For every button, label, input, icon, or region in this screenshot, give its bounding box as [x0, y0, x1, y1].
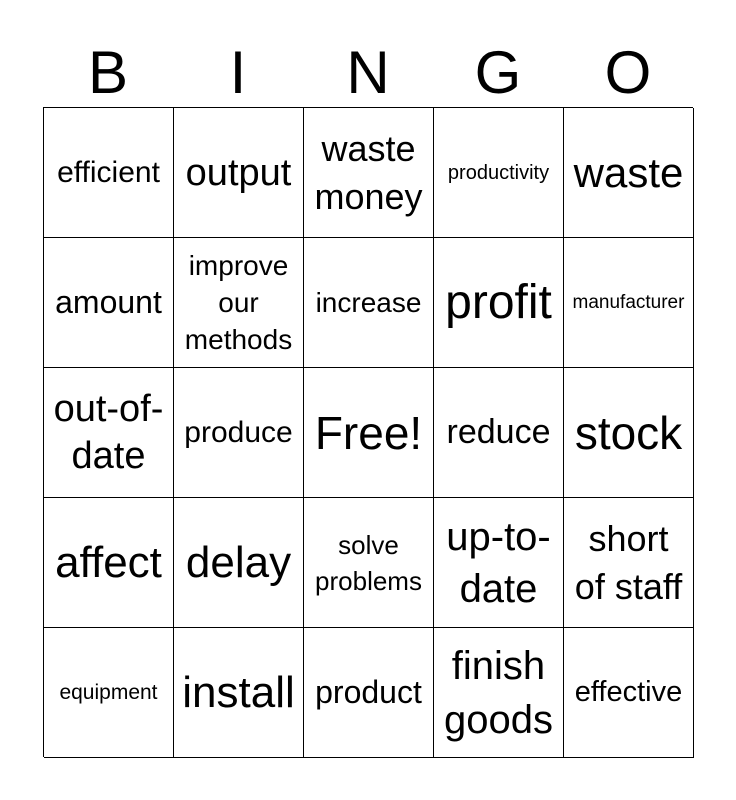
header-letter-g: G	[474, 39, 522, 106]
bingo-cell[interactable]: short of staff	[564, 498, 694, 628]
bingo-board	[43, 107, 693, 757]
bingo-cell[interactable]: reduce	[434, 368, 564, 498]
bingo-cell[interactable]: produce	[174, 368, 304, 498]
bingo-cell[interactable]: Free!	[304, 368, 434, 498]
bingo-cell[interactable]: delay	[174, 498, 304, 628]
bingo-cell[interactable]: efficient	[44, 108, 174, 238]
header-letter-o: O	[604, 39, 652, 106]
bingo-cell[interactable]: increase	[304, 238, 434, 368]
bingo-cell[interactable]: solve problems	[304, 498, 434, 628]
bingo-cell[interactable]: waste	[564, 108, 694, 238]
bingo-cell[interactable]: amount	[44, 238, 174, 368]
bingo-cell[interactable]: manufacturer	[564, 238, 694, 368]
bingo-cell[interactable]: output	[174, 108, 304, 238]
bingo-cell[interactable]: product	[304, 628, 434, 758]
bingo-cell[interactable]: finish goods	[434, 628, 564, 758]
header-letter-i: I	[229, 39, 247, 106]
bingo-cell[interactable]: up-to- date	[434, 498, 564, 628]
header-letter-n: N	[346, 39, 390, 106]
bingo-cell[interactable]: waste money	[304, 108, 434, 238]
bingo-cell[interactable]: out-of- date	[44, 368, 174, 498]
bingo-cell[interactable]: stock	[564, 368, 694, 498]
bingo-cell[interactable]: equipment	[44, 628, 174, 758]
bingo-header	[43, 38, 693, 108]
bingo-cell[interactable]: profit	[434, 238, 564, 368]
bingo-cell[interactable]: affect	[44, 498, 174, 628]
bingo-cell[interactable]: effective	[564, 628, 694, 758]
bingo-cell[interactable]: install	[174, 628, 304, 758]
header-letter-b: B	[87, 39, 129, 106]
bingo-cell[interactable]: productivity	[434, 108, 564, 238]
bingo-cell[interactable]: improve our methods	[174, 238, 304, 368]
